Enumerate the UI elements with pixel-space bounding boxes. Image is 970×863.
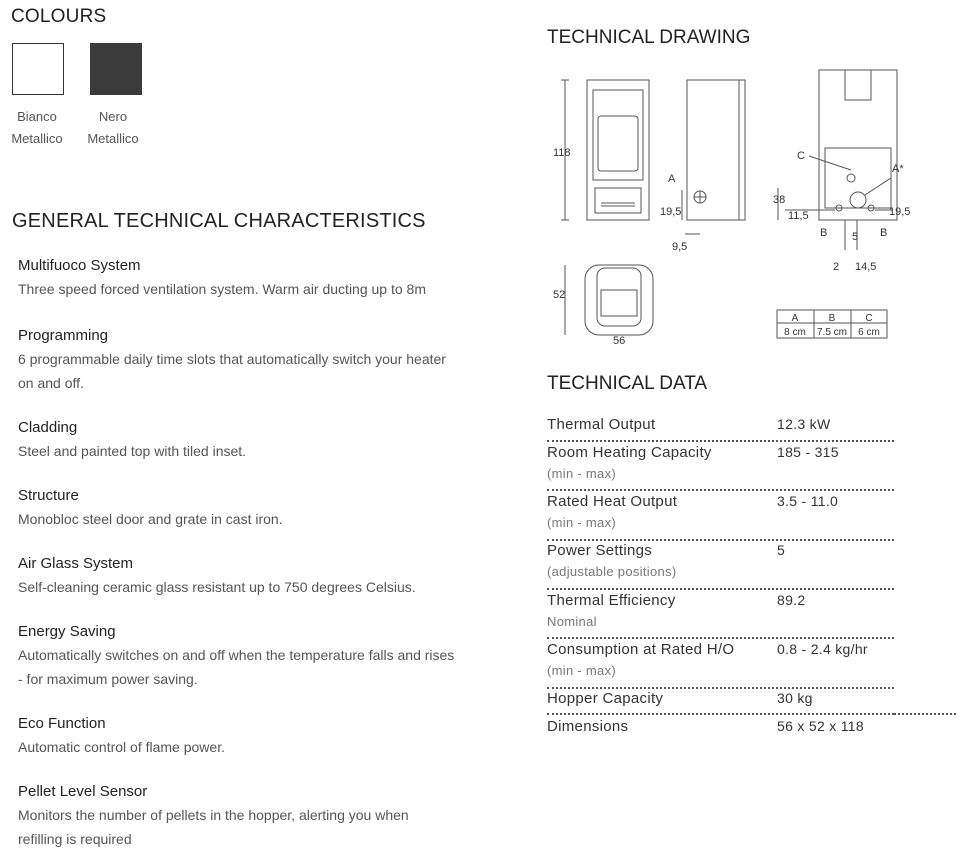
data-value: 3.5 - 11.0 (777, 493, 839, 509)
data-label: Rated Heat Output (547, 493, 678, 510)
technical-drawing (545, 60, 925, 345)
feature-title: Multifuoco System (18, 257, 141, 274)
dim-11-5: 11,5 (788, 210, 809, 222)
feature-desc: Monobloc steel door and grate in cast iron. (18, 511, 283, 527)
dim-a-star: A* (892, 163, 904, 175)
dotted-divider (894, 713, 956, 715)
data-row-room-heating (547, 444, 894, 491)
data-value: 185 - 315 (777, 444, 839, 460)
feature-title: Programming (18, 327, 109, 344)
feature-energy-saving (18, 621, 498, 691)
data-row-rated-heat (547, 493, 894, 541)
feature-desc: refilling is required (18, 831, 132, 847)
data-value: 12.3 kW (777, 416, 831, 432)
data-row-dimensions (547, 718, 894, 742)
feature-eco-function (18, 713, 498, 759)
data-value: 56 x 52 x 118 (777, 718, 864, 734)
feature-title: Energy Saving (18, 623, 116, 640)
front-view-panel (593, 90, 643, 180)
feature-desc: Steel and painted top with tiled inset. (18, 443, 247, 459)
feature-desc: Self-cleaning ceramic glass resistant up to 750 degrees Celsius. (18, 579, 416, 595)
feature-desc: 6 programmable daily time slots that automatically switch your heater (18, 351, 446, 367)
table-value-b: 7.5 cm (816, 327, 848, 338)
feature-desc: on and off. (18, 375, 84, 391)
data-sub: (adjustable positions) (547, 564, 677, 579)
data-row-hopper-capacity (547, 690, 894, 715)
data-label: Thermal Output (547, 416, 656, 433)
swatch-label-bianco (0, 106, 77, 150)
colours-heading: COLOURS (11, 6, 107, 27)
data-value: 89.2 (777, 592, 806, 608)
feature-title: Pellet Level Sensor (18, 783, 148, 800)
feature-title: Cladding (18, 419, 78, 436)
front-view-glass (598, 116, 638, 171)
feature-multifuoco (18, 255, 498, 301)
table-header-a: A (791, 313, 799, 324)
data-row-power-settings (547, 542, 894, 590)
data-sub: (min - max) (547, 466, 617, 481)
table-value-c: 6 cm (858, 327, 880, 338)
feature-pellet-level-sensor (18, 781, 498, 851)
data-label: Dimensions (547, 718, 629, 735)
technical-data-heading: TECHNICAL DATA (547, 373, 708, 394)
table-header-c: C (865, 313, 873, 324)
table-value-a: 8 cm (784, 327, 806, 338)
data-sub: Nominal (547, 614, 597, 629)
data-value: 30 kg (777, 690, 813, 706)
data-row-thermal-efficiency (547, 592, 894, 639)
swatch-label-line1: Bianco (17, 109, 57, 124)
dim-b-right: B (880, 227, 888, 239)
dim-b-left: B (820, 227, 828, 239)
feature-desc: Three speed forced ventilation system. Warm air ducting up to 8m (18, 281, 426, 297)
dim-a-offset: 9,5 (672, 241, 688, 253)
dim-height: 118 (553, 147, 571, 159)
data-sub: (min - max) (547, 515, 617, 530)
dim-19-5: 19,5 (889, 206, 911, 218)
dim-c-label: C (797, 150, 805, 162)
table-header-b: B (828, 313, 836, 324)
feature-desc: Automatic control of flame power. (18, 739, 225, 755)
dim-depth: 52 (553, 289, 566, 301)
feature-structure (18, 485, 498, 531)
dim-5: 5 (852, 231, 859, 243)
feature-desc: - for maximum power saving. (18, 671, 198, 687)
feature-desc: Automatically switches on and off when the temperature falls and rises (18, 647, 455, 663)
swatch-label-line2: Metallico (11, 131, 63, 146)
dim-width: 56 (613, 335, 626, 345)
feature-desc: Monitors the number of pellets in the hopper, alerting you when (18, 807, 409, 823)
swatch-nero-metallico[interactable] (90, 43, 142, 95)
data-row-thermal-output (547, 416, 894, 442)
feature-air-glass (18, 553, 498, 599)
dim-38: 38 (773, 194, 786, 206)
data-label: Room Heating Capacity (547, 444, 712, 461)
dim-2: 2 (833, 261, 840, 273)
data-value: 0.8 - 2.4 kg/hr (777, 641, 868, 657)
feature-cladding (18, 417, 498, 463)
data-label: Thermal Efficiency (547, 592, 676, 609)
swatch-bianco-metallico[interactable] (12, 43, 64, 95)
rear-view-body (819, 70, 897, 220)
swatch-label-line2: Metallico (87, 131, 139, 146)
technical-drawing-heading: TECHNICAL DRAWING (547, 27, 751, 48)
front-view-body (587, 80, 649, 220)
general-characteristics-heading: GENERAL TECHNICAL CHARACTERISTICS (12, 210, 426, 232)
dim-a-height: 19,5 (660, 206, 682, 218)
data-label: Hopper Capacity (547, 690, 664, 707)
feature-programming (18, 325, 498, 395)
front-view-drawer (595, 188, 641, 213)
side-view-body (687, 80, 745, 220)
swatch-label-line1: Nero (98, 109, 128, 124)
data-sub: (min - max) (547, 663, 617, 678)
dim-14-5: 14,5 (855, 261, 877, 273)
data-label: Power Settings (547, 542, 653, 559)
data-value: 5 (777, 542, 786, 558)
dim-a-label: A (668, 173, 676, 185)
top-view-body (585, 265, 653, 335)
feature-title: Air Glass System (18, 555, 134, 572)
feature-title: Eco Function (18, 715, 106, 732)
data-row-consumption (547, 641, 894, 689)
data-label: Consumption at Rated H/O (547, 641, 735, 658)
swatch-label-nero (73, 106, 153, 150)
feature-title: Structure (18, 487, 79, 504)
